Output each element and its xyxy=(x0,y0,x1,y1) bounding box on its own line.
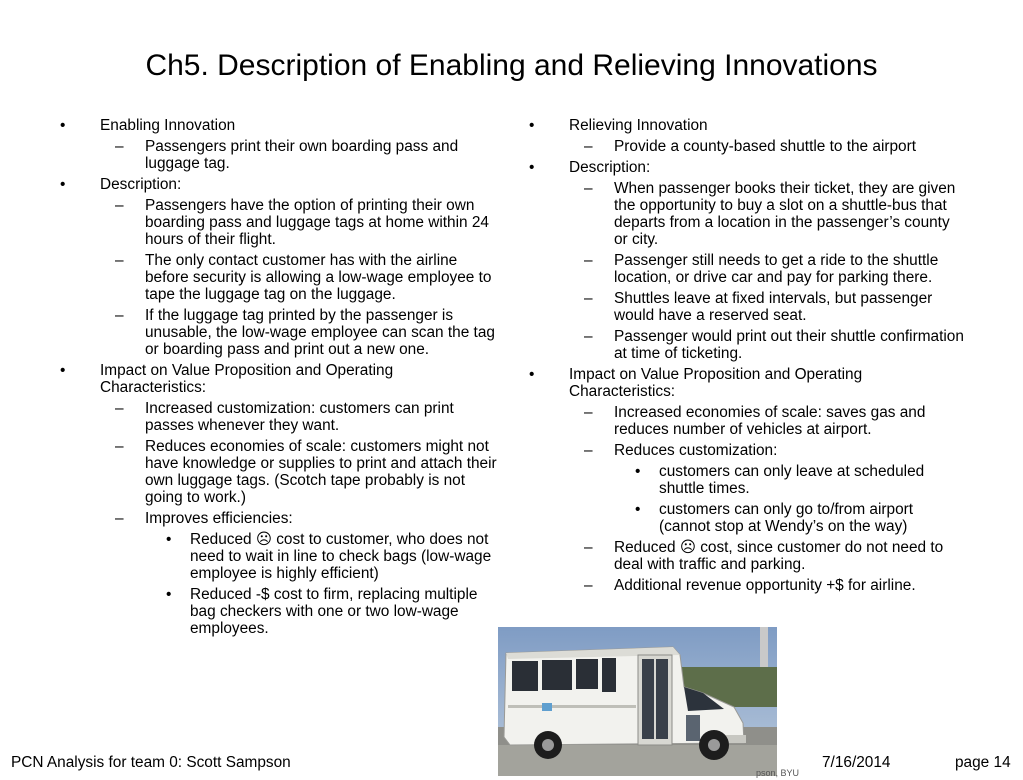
bullet-text: Passengers have the option of printing their own boarding pass and luggage tags at home within 24 hours of their flight. xyxy=(145,197,489,248)
dash-marker: – xyxy=(115,307,124,324)
bullet-text: Passenger would print out their shuttle confirmation at time of ticketing. xyxy=(614,328,964,362)
bullet-item-level-1 xyxy=(527,366,967,400)
right-column xyxy=(527,117,967,598)
bullet-item-level-2 xyxy=(527,180,967,248)
bullet-item-level-2 xyxy=(58,252,498,303)
bullet-marker: • xyxy=(635,463,641,480)
dash-marker: – xyxy=(115,400,124,417)
bullet-item-level-1 xyxy=(58,176,498,193)
bullet-text: The only contact customer has with the airline before security is allowing a low-wage employee to tape the luggage tag on the luggage. xyxy=(145,252,492,303)
bullet-text: Provide a county-based shuttle to the airport xyxy=(614,138,917,155)
bullet-text: Enabling Innovation xyxy=(100,117,236,134)
bullet-text: Shuttles leave at fixed intervals, but passenger would have a reserved seat. xyxy=(614,290,933,324)
bullet-text: Increased customization: customers can print passes whenever they want. xyxy=(145,400,454,434)
bullet-item-level-2 xyxy=(527,442,967,459)
bullet-text: Increased economies of scale: saves gas and reduces number of vehicles at airport. xyxy=(614,404,926,438)
bullet-text: Reduced ☹ cost to customer, who does not need to wait in line to check bags (low-wage employee is highly efficient) xyxy=(190,531,492,582)
bullet-marker: • xyxy=(166,531,172,548)
footer-date: 7/16/2014 xyxy=(822,754,891,771)
bullet-text: Reduces economies of scale: customers might not have knowledge or supplies to print and attach their own luggage tags. (Scotch tape probably is not going to work.) xyxy=(145,438,497,506)
bullet-item-level-2 xyxy=(58,510,498,527)
bullet-text: Reduced ☹ cost, since customer do not need to deal with traffic and parking. xyxy=(614,539,944,573)
bullet-text: Impact on Value Proposition and Operating Characteristics: xyxy=(100,362,394,396)
bullet-item-level-3 xyxy=(527,501,967,535)
dash-marker: – xyxy=(584,252,593,269)
dash-marker: – xyxy=(584,328,593,345)
slide-title: Ch5. Description of Enabling and Relieving Innovations xyxy=(145,49,878,82)
dash-marker: – xyxy=(584,539,593,556)
bullet-text: Description: xyxy=(100,176,182,193)
bullet-item-level-2 xyxy=(527,138,967,155)
left-column xyxy=(58,117,498,641)
bullet-marker: • xyxy=(166,586,172,603)
bullet-marker: • xyxy=(60,362,66,379)
dash-marker: – xyxy=(115,252,124,269)
dash-marker: – xyxy=(115,138,124,155)
dash-marker: – xyxy=(115,510,124,527)
bullet-item-level-2 xyxy=(527,290,967,324)
footer-title: PCN Analysis for team 0: Scott Sampson xyxy=(11,754,291,771)
bullet-text: If the luggage tag printed by the passenger is unusable, the low-wage employee can scan the tag or boarding pass and print out a new one. xyxy=(145,307,495,358)
dash-marker: – xyxy=(584,290,593,307)
bullet-item-level-1 xyxy=(58,117,498,134)
bullet-item-level-2 xyxy=(58,307,498,358)
bullet-marker: • xyxy=(529,366,535,383)
bullet-text: Passenger still needs to get a ride to the shuttle location, or drive car and pay for parking there. xyxy=(614,252,939,286)
bullet-item-level-3 xyxy=(58,531,498,582)
bullet-item-level-2 xyxy=(58,138,498,172)
bullet-text: Improves efficiencies: xyxy=(145,510,293,527)
bullet-text: Reduces customization: xyxy=(614,442,778,459)
bullet-item-level-2 xyxy=(527,539,967,573)
bullet-text: Relieving Innovation xyxy=(569,117,708,134)
bullet-marker: • xyxy=(529,159,535,176)
bullet-text: Passengers print their own boarding pass and luggage tag. xyxy=(145,138,459,172)
bullet-item-level-3 xyxy=(527,463,967,497)
bullet-item-level-3 xyxy=(58,586,498,637)
shuttle-bus-photo xyxy=(498,627,777,776)
photo-credit: pson, BYU xyxy=(756,768,800,778)
bullet-text: When passenger books their ticket, they are given the opportunity to buy a slot on a shuttle-bus that departs from a location in the passenger’s county or city. xyxy=(614,180,956,248)
bullet-text: customers can only leave at scheduled shuttle times. xyxy=(659,463,925,497)
dash-marker: – xyxy=(584,442,593,459)
bullet-item-level-2 xyxy=(527,404,967,438)
dash-marker: – xyxy=(584,404,593,421)
bullet-item-level-2 xyxy=(527,577,967,594)
bullet-marker: • xyxy=(60,176,66,193)
bullet-marker: • xyxy=(529,117,535,134)
dash-marker: – xyxy=(115,197,124,214)
bullet-item-level-2 xyxy=(58,438,498,506)
bullet-item-level-2 xyxy=(58,197,498,248)
bullet-item-level-2 xyxy=(527,328,967,362)
bullet-marker: • xyxy=(60,117,66,134)
bullet-text: customers can only go to/from airport (cannot stop at Wendy’s on the way) xyxy=(659,501,914,535)
dash-marker: – xyxy=(584,180,593,197)
bullet-text: Description: xyxy=(569,159,651,176)
dash-marker: – xyxy=(584,138,593,155)
footer-page-number: page 14 xyxy=(955,754,1011,771)
dash-marker: – xyxy=(115,438,124,455)
bullet-item-level-1 xyxy=(527,117,967,134)
bullet-text: Impact on Value Proposition and Operating Characteristics: xyxy=(569,366,863,400)
bullet-text: Additional revenue opportunity +$ for airline. xyxy=(614,577,916,594)
dash-marker: – xyxy=(584,577,593,594)
bullet-item-level-1 xyxy=(527,159,967,176)
bullet-item-level-1 xyxy=(58,362,498,396)
bullet-text: Reduced -$ cost to firm, replacing multiple bag checkers with one or two low-wage employees. xyxy=(190,586,478,637)
bullet-item-level-2 xyxy=(58,400,498,434)
bullet-item-level-2 xyxy=(527,252,967,286)
bullet-marker: • xyxy=(635,501,641,518)
